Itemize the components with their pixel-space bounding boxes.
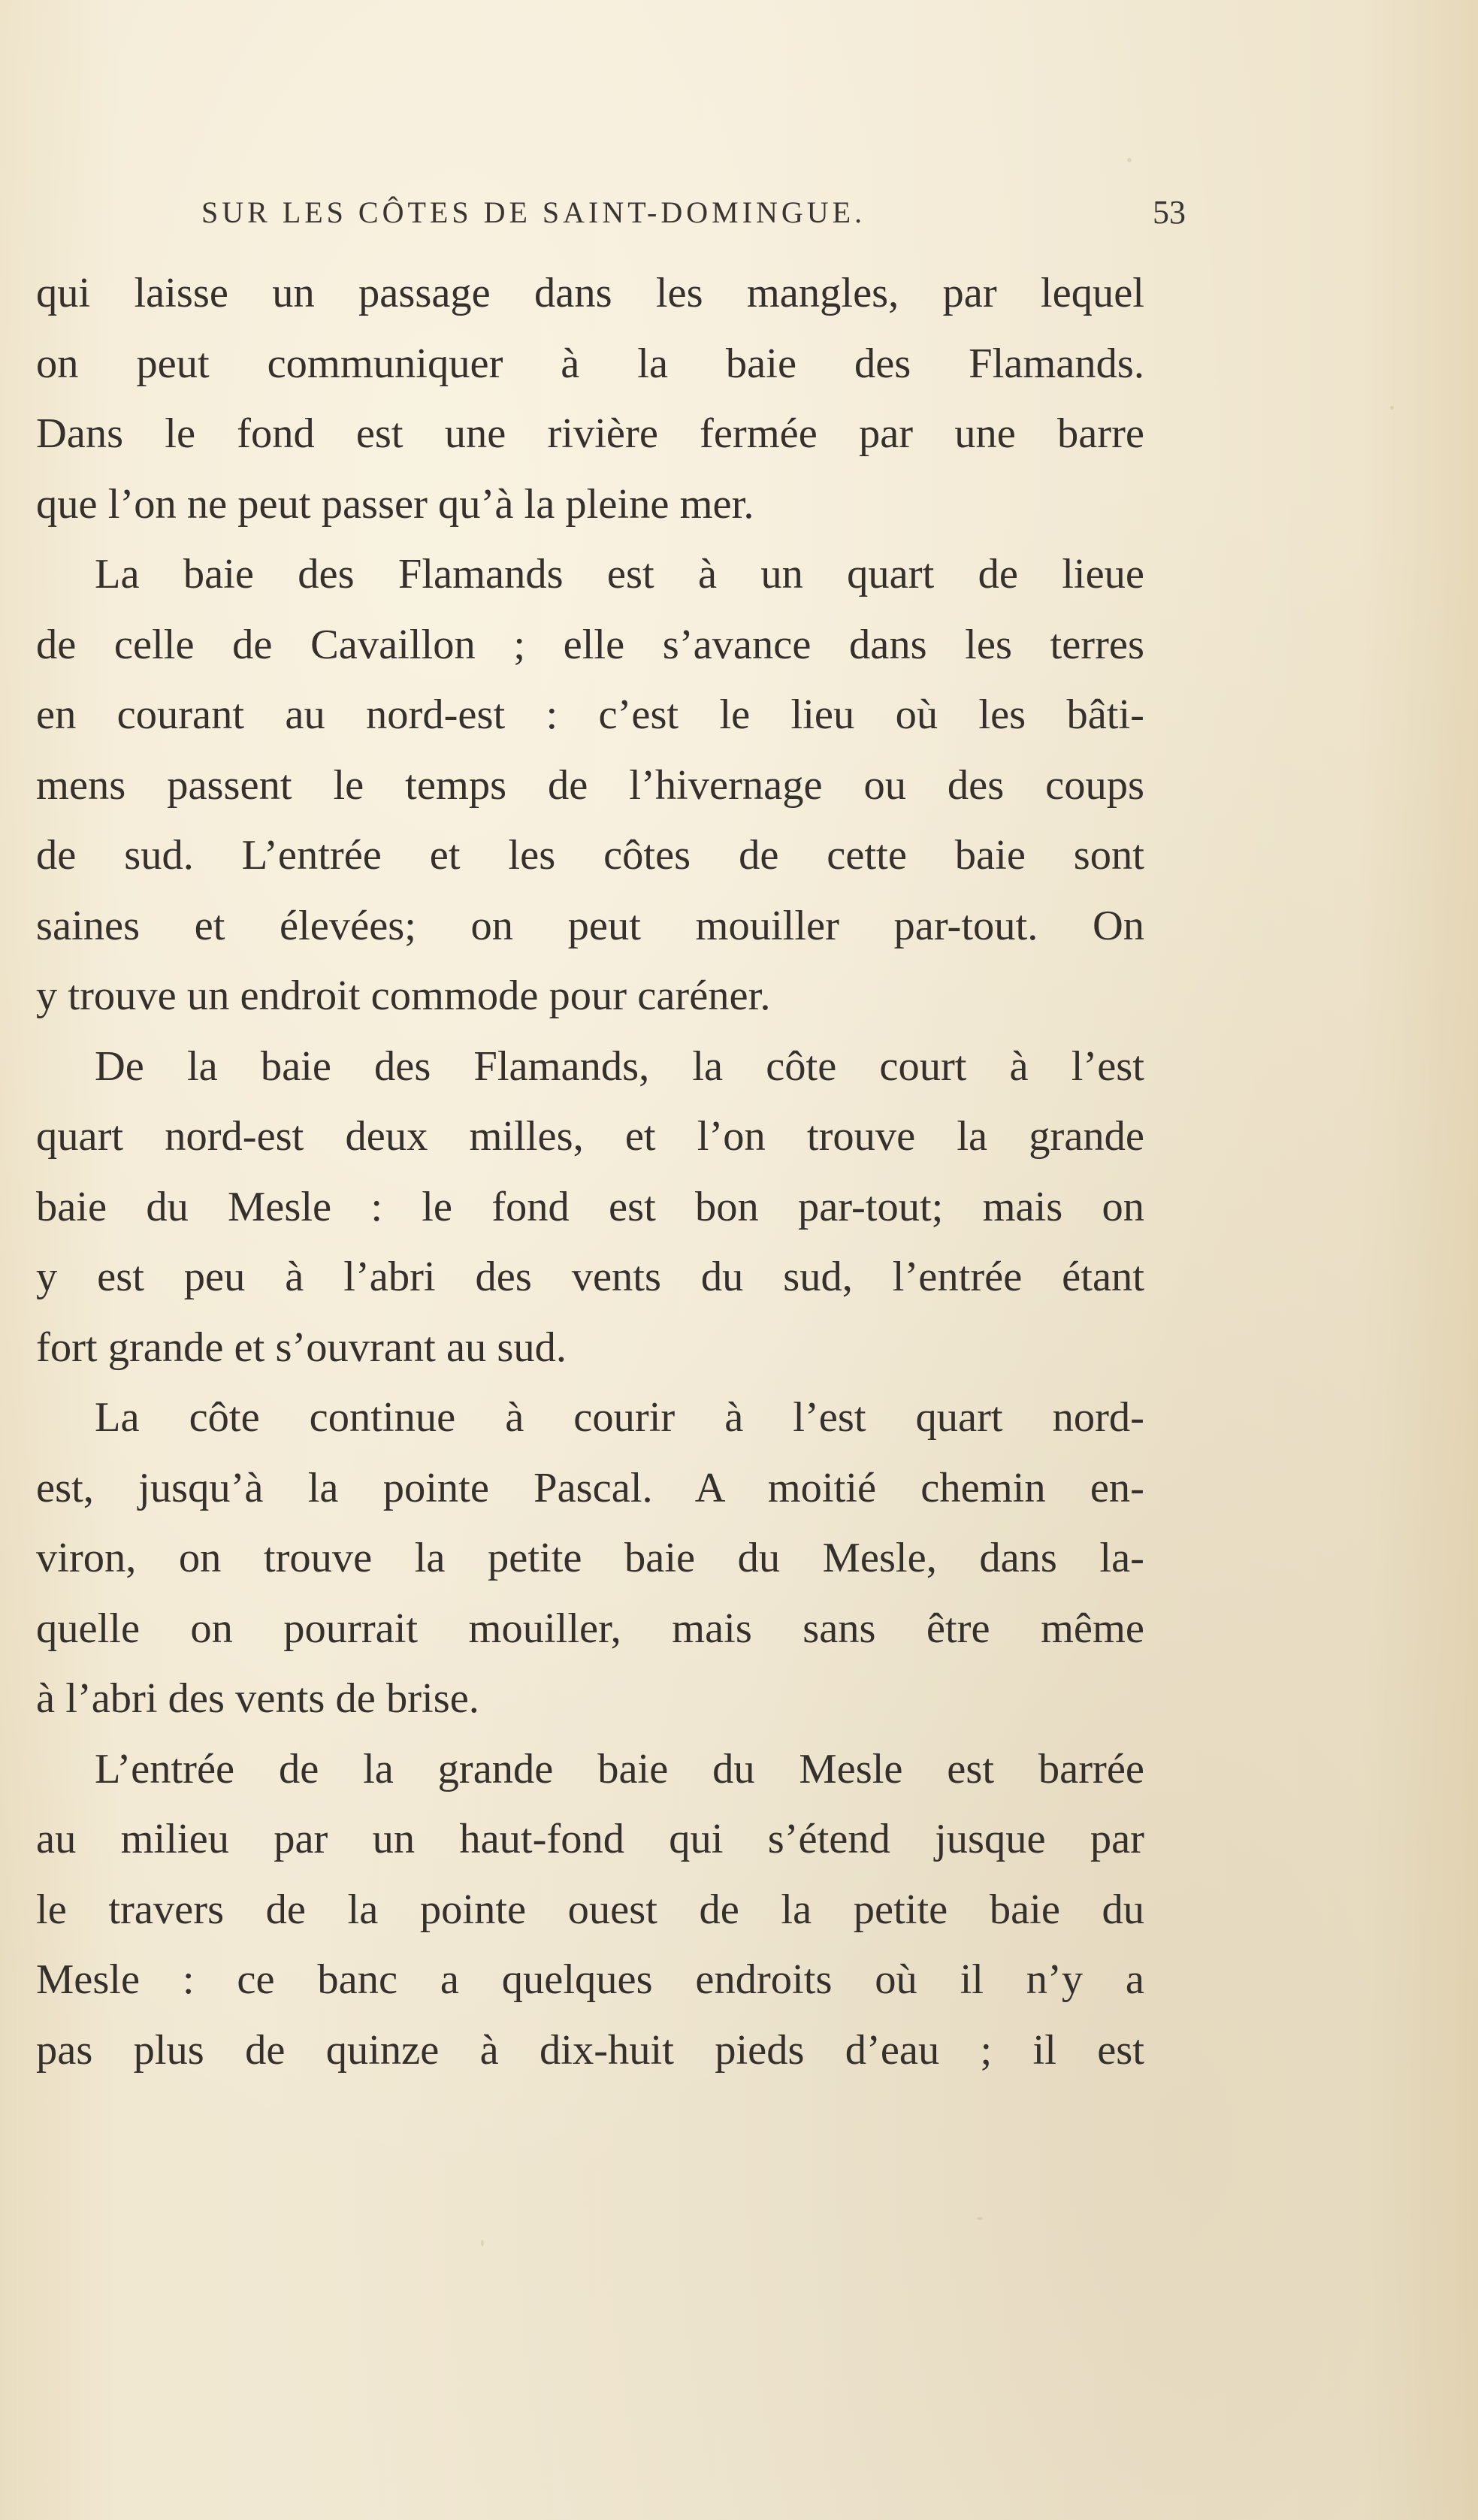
text-line: pas plus de quinze à dix-huit pieds d’eau ; il est — [36, 2026, 1144, 2074]
running-head: SUR LES CÔTES DE SAINT-DOMINGUE. — [201, 195, 866, 229]
text-line: en courant au nord-est : c’est le lieu où les bâti- — [36, 691, 1144, 738]
text-line: baie du Mesle : le fond est bon par-tout; mais on — [36, 1183, 1144, 1230]
text-line: y trouve un endroit commode pour caréner. — [36, 973, 771, 1019]
text-line: De la baie des Flamands, la côte court à l’est — [95, 1042, 1144, 1090]
paper-stain — [1390, 406, 1394, 410]
text-line: mens passent le temps de l’hivernage ou des coups — [36, 761, 1144, 809]
paper-stain — [1127, 158, 1132, 162]
text-line: La baie des Flamands est à un quart de lieue — [95, 551, 1144, 597]
text-line: Dans le fond est une rivière fermée par une barre — [36, 410, 1144, 457]
text-line: saines et élevées; on peut mouiller par-tout. On — [36, 902, 1144, 949]
text-line: à l’abri des vents de brise. — [36, 1675, 479, 1722]
text-line: y est peu à l’abri des vents du sud, l’entrée étant — [36, 1254, 1144, 1300]
text-line: le travers de la pointe ouest de la petite baie du — [36, 1886, 1144, 1933]
text-line: viron, on trouve la petite baie du Mesle, dans la- — [36, 1535, 1144, 1581]
text-line: quelle on pourrait mouiller, mais sans être même — [36, 1605, 1144, 1652]
text-line: est, jusqu’à la pointe Pascal. A moitié chemin en- — [36, 1464, 1144, 1511]
paper-stain — [977, 2217, 983, 2220]
body-text — [36, 259, 1144, 2086]
text-line: qui laisse un passage dans les mangles, par lequel — [36, 270, 1144, 316]
text-line: quart nord-est deux milles, et l’on trouve la grande — [36, 1113, 1144, 1160]
page-number: 53 — [1153, 194, 1186, 231]
text-line: de sud. L’entrée et les côtes de cette baie sont — [36, 832, 1144, 879]
page-header — [201, 186, 1186, 239]
text-line: que l’on ne peut passer qu’à la pleine mer. — [36, 480, 754, 528]
text-line: Mesle : ce banc a quelques endroits où il n’y a — [36, 1956, 1144, 2003]
text-line: au milieu par un haut-fond qui s’étend jusque par — [36, 1816, 1144, 1862]
text-line: fort grande et s’ouvrant au sud. — [36, 1324, 567, 1371]
text-line: de celle de Cavaillon ; elle s’avance dans les terres — [36, 621, 1144, 668]
text-line: on peut communiquer à la baie des Flamands. — [36, 340, 1144, 387]
text-line: La côte continue à courir à l’est quart nord- — [95, 1394, 1144, 1441]
text-line: L’entrée de la grande baie du Mesle est barrée — [95, 1745, 1144, 1792]
paper-stain — [481, 2240, 484, 2246]
